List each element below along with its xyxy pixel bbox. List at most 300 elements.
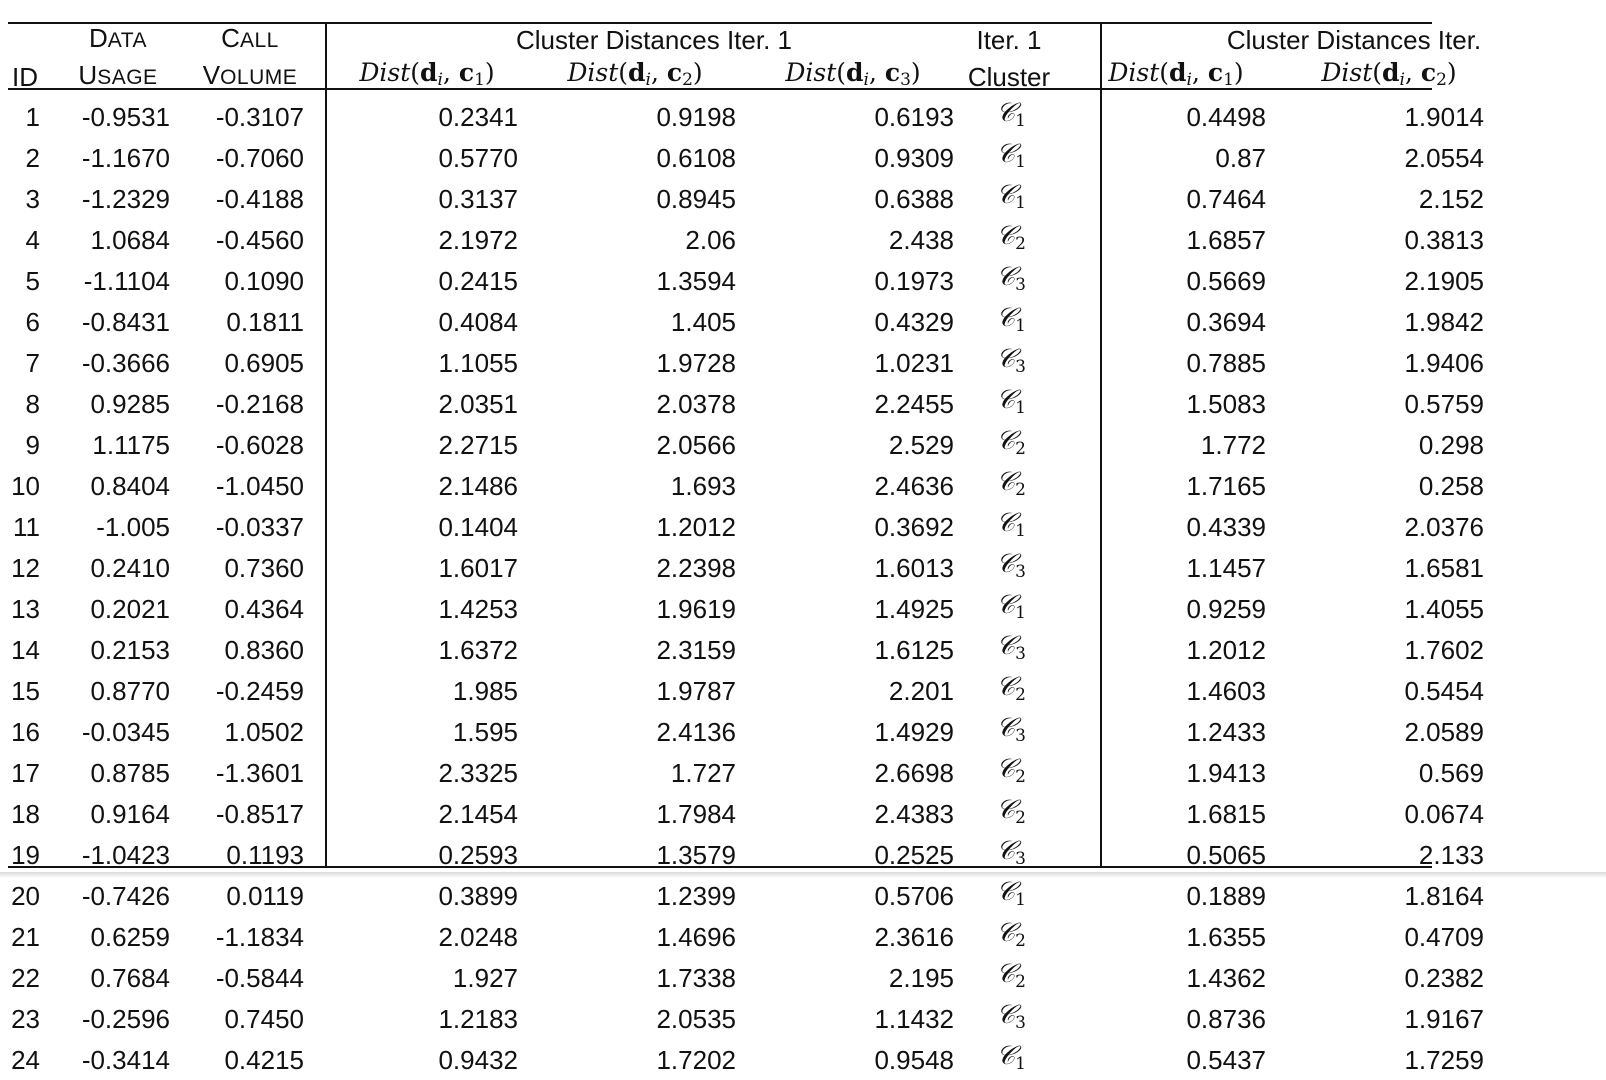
cell-dist-c2: 0.8945	[656, 183, 736, 214]
cluster-letter: 𝒞	[996, 959, 1016, 989]
cell-id: 7	[25, 347, 40, 378]
cell-dist-c1: 0.9432	[438, 1044, 518, 1075]
cell-data-usage: -0.0345	[81, 716, 170, 747]
cell-data-usage: -1.1670	[81, 142, 170, 173]
cell-dist-c1-iter2: 0.7885	[1186, 347, 1266, 378]
cell-dist-c1-iter2: 1.5083	[1186, 388, 1266, 419]
table-row	[8, 424, 1492, 465]
cell-data-usage: -0.3414	[81, 1044, 170, 1075]
cell-dist-c1: 2.1972	[438, 224, 518, 255]
header-row-top	[8, 22, 1492, 57]
cell-dist-c2: 1.7338	[656, 962, 736, 993]
cell-dist-c1: 2.1486	[438, 470, 518, 501]
table-body	[8, 96, 1492, 1080]
cell-dist-c2-iter2: 2.1905	[1404, 265, 1484, 296]
cluster-letter: 𝒞	[996, 836, 1016, 866]
cell-iter1-cluster	[962, 875, 1056, 916]
cell-dist-c3: 1.0231	[874, 347, 954, 378]
cell-dist-c1-iter2: 1.772	[1200, 429, 1266, 460]
cell-iter1-cluster	[962, 752, 1056, 793]
cell-id: 19	[11, 839, 40, 870]
header-iter1-cluster-bottom: Cluster	[967, 61, 1051, 92]
cell-iter1-cluster	[962, 834, 1056, 875]
header-dist-d-c3: $Dist(d_i$, $c_3$)	[785, 58, 921, 90]
cell-dist-c1-iter2: 0.3694	[1186, 306, 1266, 337]
cell-dist-c1-iter2: 1.4362	[1186, 962, 1266, 993]
cluster-symbol	[996, 139, 1026, 172]
cell-dist-c1-iter2: 0.5065	[1186, 839, 1266, 870]
cluster-index: 3	[1015, 562, 1026, 582]
cell-dist-c1: 1.4253	[438, 593, 518, 624]
cluster-symbol	[996, 672, 1026, 705]
cell-call-volume: -0.8517	[215, 798, 304, 829]
cell-id: 4	[25, 224, 40, 255]
cell-dist-c3: 1.4929	[874, 716, 954, 747]
cell-dist-c2: 1.405	[670, 306, 736, 337]
cell-dist-c3: 0.6388	[874, 183, 954, 214]
cluster-letter: 𝒞	[996, 344, 1016, 374]
cell-dist-c3: 2.6698	[874, 757, 954, 788]
cluster-symbol	[996, 221, 1026, 254]
header-group-iter1: Cluster Distances Iter. 1	[516, 24, 792, 55]
cell-dist-c3: 0.4329	[874, 306, 954, 337]
cell-dist-c1: 0.3899	[438, 880, 518, 911]
cell-dist-c2-iter2: 0.4709	[1404, 921, 1484, 952]
cell-dist-c1-iter2: 0.9259	[1186, 593, 1266, 624]
cell-call-volume: 1.0502	[224, 716, 304, 747]
cell-dist-c2: 1.9619	[656, 593, 736, 624]
cluster-symbol	[996, 836, 1026, 869]
table-row	[8, 301, 1492, 342]
cell-iter1-cluster	[962, 916, 1056, 957]
cell-dist-c1: 0.2593	[438, 839, 518, 870]
cell-dist-c1: 0.2341	[438, 101, 518, 132]
cell-id: 10	[11, 470, 40, 501]
cell-dist-c3: 0.3692	[874, 511, 954, 542]
cell-dist-c3: 2.2455	[874, 388, 954, 419]
cell-data-usage: -1.2329	[81, 183, 170, 214]
cluster-symbol	[996, 1041, 1026, 1074]
cell-dist-c2-iter2: 1.6581	[1404, 552, 1484, 583]
cell-dist-c3: 2.201	[888, 675, 954, 706]
header-group-iter2: Cluster Distances Iter.	[1226, 24, 1482, 55]
cell-iter1-cluster	[962, 547, 1056, 588]
cluster-symbol	[996, 1000, 1026, 1033]
cell-id: 23	[11, 1003, 40, 1034]
cell-dist-c3: 2.438	[888, 224, 954, 255]
table-row	[8, 752, 1492, 793]
cluster-symbol	[996, 877, 1026, 910]
cell-data-usage: -0.3666	[81, 347, 170, 378]
cell-data-usage: 0.7684	[90, 962, 170, 993]
cell-dist-c3: 0.9548	[874, 1044, 954, 1075]
cell-data-usage: 0.2410	[90, 552, 170, 583]
cell-dist-c1: 1.6017	[438, 552, 518, 583]
cell-dist-c2: 2.06	[685, 224, 736, 255]
cell-dist-c1-iter2: 1.6857	[1186, 224, 1266, 255]
cell-id: 21	[11, 921, 40, 952]
cluster-symbol	[996, 98, 1026, 131]
cluster-index: 1	[1015, 152, 1026, 172]
cell-id: 6	[25, 306, 40, 337]
cluster-letter: 𝒞	[996, 180, 1016, 210]
cell-dist-c1: 2.3325	[438, 757, 518, 788]
cell-id: 20	[11, 880, 40, 911]
table-row	[8, 137, 1492, 178]
cell-dist-c2: 2.0378	[656, 388, 736, 419]
cell-dist-c3: 0.9309	[874, 142, 954, 173]
cluster-letter: 𝒞	[996, 754, 1016, 784]
cell-dist-c2: 1.727	[670, 757, 736, 788]
cell-dist-c1-iter2: 1.2012	[1186, 634, 1266, 665]
cell-call-volume: 0.4364	[224, 593, 304, 624]
cell-dist-c2-iter2: 2.152	[1418, 183, 1484, 214]
cell-dist-c1-iter2: 1.6355	[1186, 921, 1266, 952]
cell-call-volume: 0.1193	[226, 839, 304, 870]
cell-dist-c3: 0.5706	[874, 880, 954, 911]
cell-id: 2	[25, 142, 40, 173]
cell-dist-c2: 1.3594	[656, 265, 736, 296]
cluster-index: 1	[1015, 316, 1026, 336]
cell-call-volume: -1.0450	[215, 470, 304, 501]
cell-data-usage: 0.2021	[90, 593, 170, 624]
cell-call-volume: -0.5844	[215, 962, 304, 993]
cell-dist-c1-iter2: 1.9413	[1186, 757, 1266, 788]
cell-dist-c2-iter2: 0.0674	[1404, 798, 1484, 829]
table-row	[8, 342, 1492, 383]
cell-iter1-cluster	[962, 383, 1056, 424]
cell-dist-c1: 1.6372	[438, 634, 518, 665]
cluster-letter: 𝒞	[996, 508, 1016, 538]
cell-dist-c2-iter2: 1.9167	[1404, 1003, 1484, 1034]
cell-id: 3	[25, 183, 40, 214]
cell-data-usage: -1.0423	[81, 839, 170, 870]
cell-dist-c3: 2.529	[888, 429, 954, 460]
cell-call-volume: -0.3107	[215, 101, 304, 132]
table-row	[8, 383, 1492, 424]
cell-data-usage: 0.8785	[90, 757, 170, 788]
table-row	[8, 506, 1492, 547]
cell-dist-c2-iter2: 1.9014	[1404, 101, 1484, 132]
cell-id: 24	[11, 1044, 40, 1075]
cell-data-usage: -0.8431	[81, 306, 170, 337]
cell-id: 13	[11, 593, 40, 624]
cell-dist-c1-iter2: 1.6815	[1186, 798, 1266, 829]
cluster-letter: 𝒞	[996, 426, 1016, 456]
cell-dist-c2-iter2: 0.2382	[1404, 962, 1484, 993]
cell-dist-c3: 1.6013	[874, 552, 954, 583]
cell-id: 8	[25, 388, 40, 419]
cluster-index: 1	[1015, 1054, 1026, 1074]
cell-iter1-cluster	[962, 465, 1056, 506]
cell-dist-c3: 1.4925	[874, 593, 954, 624]
cell-dist-c2-iter2: 0.569	[1418, 757, 1484, 788]
cluster-index: 2	[1015, 234, 1026, 254]
cluster-letter: 𝒞	[996, 631, 1016, 661]
cell-dist-c2-iter2: 1.4055	[1404, 593, 1484, 624]
cluster-index: 1	[1015, 890, 1026, 910]
cell-iter1-cluster	[962, 998, 1056, 1039]
cluster-letter: 𝒞	[996, 467, 1016, 497]
cluster-index: 2	[1015, 972, 1026, 992]
cluster-index: 3	[1015, 357, 1026, 377]
cluster-symbol	[996, 385, 1026, 418]
cell-id: 1	[25, 101, 40, 132]
table-row	[8, 588, 1492, 629]
header-data-top-rest: ATA	[107, 29, 147, 52]
cell-iter1-cluster	[962, 96, 1056, 137]
cluster-symbol	[996, 754, 1026, 787]
cell-dist-c1-iter2: 0.5437	[1186, 1044, 1266, 1075]
table-row	[8, 670, 1492, 711]
cell-id: 9	[25, 429, 40, 460]
cell-iter1-cluster	[962, 301, 1056, 342]
cluster-letter: 𝒞	[996, 221, 1016, 251]
cluster-index: 3	[1015, 644, 1026, 664]
cluster-letter: 𝒞	[996, 303, 1016, 333]
cell-dist-c2: 2.0566	[656, 429, 736, 460]
cluster-index: 1	[1015, 193, 1026, 213]
cluster-letter: 𝒞	[996, 713, 1016, 743]
cluster-letter: 𝒞	[996, 549, 1016, 579]
cell-dist-c1-iter2: 0.4498	[1186, 101, 1266, 132]
cell-id: 14	[11, 634, 40, 665]
header-id-blank	[8, 22, 46, 57]
cell-dist-c3: 2.4636	[874, 470, 954, 501]
cell-data-usage: 1.1175	[92, 429, 170, 460]
cluster-index: 2	[1015, 439, 1026, 459]
cell-dist-c2: 2.4136	[656, 716, 736, 747]
header-call-volume-top: CALL	[221, 23, 279, 53]
cell-id: 16	[11, 716, 40, 747]
cluster-letter: 𝒞	[996, 98, 1016, 128]
cluster-index: 2	[1015, 685, 1026, 705]
cell-dist-c2: 2.0535	[656, 1003, 736, 1034]
cell-dist-c2-iter2: 1.9842	[1404, 306, 1484, 337]
cluster-symbol	[996, 795, 1026, 828]
cell-iter1-cluster	[962, 629, 1056, 670]
cell-dist-c3: 1.1432	[874, 1003, 954, 1034]
cell-call-volume: 0.7360	[224, 552, 304, 583]
cell-data-usage: 0.9164	[90, 798, 170, 829]
cluster-symbol	[996, 344, 1026, 377]
cell-call-volume: -0.2168	[215, 388, 304, 419]
cluster-index: 1	[1015, 111, 1026, 131]
cluster-letter: 𝒞	[996, 672, 1016, 702]
cell-id: 17	[11, 757, 40, 788]
header-data-usage-top: DATA	[88, 23, 147, 53]
cell-dist-c1-iter2: 0.5669	[1186, 265, 1266, 296]
cluster-symbol	[996, 508, 1026, 541]
cluster-symbol	[996, 590, 1026, 623]
cluster-index: 1	[1015, 521, 1026, 541]
cell-dist-c2-iter2: 0.3813	[1404, 224, 1484, 255]
cell-dist-c1-iter2: 1.1457	[1186, 552, 1266, 583]
cell-dist-c1: 1.1055	[438, 347, 518, 378]
cell-dist-c3: 0.1973	[874, 265, 954, 296]
cell-dist-c2-iter2: 2.133	[1418, 839, 1484, 870]
cell-dist-c1: 1.927	[452, 962, 518, 993]
cell-dist-c1-iter2: 1.7165	[1186, 470, 1266, 501]
cell-dist-c2-iter2: 0.5454	[1404, 675, 1484, 706]
cell-dist-c1: 1.985	[452, 675, 518, 706]
table-row	[8, 96, 1492, 137]
cell-dist-c2-iter2: 0.298	[1418, 429, 1484, 460]
cell-dist-c2-iter2: 0.258	[1418, 470, 1484, 501]
cell-dist-c3: 1.6125	[874, 634, 954, 665]
header-dist-d-c2-iter2: $Dist(d_i$, $c_2$)	[1321, 58, 1457, 90]
header-call-volume-bottom: VOLUME	[202, 60, 298, 90]
cell-dist-c1-iter2: 0.4339	[1186, 511, 1266, 542]
cell-iter1-cluster	[962, 793, 1056, 834]
cell-call-volume: 0.4215	[224, 1044, 304, 1075]
cell-dist-c2: 1.7202	[656, 1044, 736, 1075]
cell-call-volume: -0.2459	[215, 675, 304, 706]
cell-iter1-cluster	[962, 588, 1056, 629]
cell-dist-c2: 1.4696	[656, 921, 736, 952]
cell-dist-c1: 0.2415	[438, 265, 518, 296]
cell-dist-c2: 1.3579	[656, 839, 736, 870]
cell-dist-c1: 0.3137	[438, 183, 518, 214]
cell-dist-c3: 2.195	[888, 962, 954, 993]
cell-call-volume: 0.0119	[226, 880, 304, 911]
cell-dist-c2-iter2: 1.7602	[1404, 634, 1484, 665]
table-row	[8, 1039, 1492, 1080]
cell-dist-c2-iter2: 2.0376	[1404, 511, 1484, 542]
cell-id: 11	[13, 511, 40, 542]
cluster-letter: 𝒞	[996, 918, 1016, 948]
cell-dist-c3: 2.4383	[874, 798, 954, 829]
cluster-letter: 𝒞	[996, 385, 1016, 415]
cell-dist-c1-iter2: 0.8736	[1186, 1003, 1266, 1034]
cluster-letter: 𝒞	[996, 795, 1016, 825]
cluster-letter: 𝒞	[996, 1041, 1016, 1071]
cell-data-usage: 0.6259	[90, 921, 170, 952]
cell-call-volume: -0.4188	[215, 183, 304, 214]
cell-iter1-cluster	[962, 670, 1056, 711]
cell-dist-c2: 1.9787	[656, 675, 736, 706]
cell-iter1-cluster	[962, 219, 1056, 260]
cell-iter1-cluster	[962, 957, 1056, 998]
cell-dist-c2: 0.9198	[656, 101, 736, 132]
cell-data-usage: 0.9285	[90, 388, 170, 419]
header-data-usage-bottom: USAGE	[78, 60, 158, 90]
cluster-index: 2	[1015, 931, 1026, 951]
cell-dist-c1: 0.5770	[438, 142, 518, 173]
cell-dist-c3: 0.6193	[874, 101, 954, 132]
cluster-symbol	[996, 303, 1026, 336]
cell-iter1-cluster	[962, 137, 1056, 178]
header-dist-d-c1: $Dist(d_i$, $c_1$)	[359, 58, 495, 90]
cell-iter1-cluster	[962, 506, 1056, 547]
cell-data-usage: -1.005	[96, 511, 170, 542]
table-row	[8, 711, 1492, 752]
cell-dist-c1-iter2: 0.87	[1215, 142, 1266, 173]
cell-dist-c2: 2.3159	[656, 634, 736, 665]
cell-dist-c2: 1.2399	[656, 880, 736, 911]
cell-iter1-cluster	[962, 424, 1056, 465]
cluster-symbol	[996, 262, 1026, 295]
cell-data-usage: -1.1104	[83, 265, 170, 296]
cell-call-volume: -0.4560	[215, 224, 304, 255]
cell-dist-c2-iter2: 1.8164	[1404, 880, 1484, 911]
cell-id: 18	[11, 798, 40, 829]
cell-dist-c3: 2.3616	[874, 921, 954, 952]
cell-dist-c2-iter2: 0.5759	[1404, 388, 1484, 419]
cluster-symbol	[996, 180, 1026, 213]
cell-dist-c2-iter2: 2.0554	[1404, 142, 1484, 173]
cell-id: 12	[11, 552, 40, 583]
cell-call-volume: 0.6905	[224, 347, 304, 378]
cell-call-volume: 0.8360	[224, 634, 304, 665]
cell-data-usage: -0.9531	[81, 101, 170, 132]
cell-iter1-cluster	[962, 260, 1056, 301]
table-row	[8, 260, 1492, 301]
cluster-index: 2	[1015, 808, 1026, 828]
cluster-index: 2	[1015, 480, 1026, 500]
table-row	[8, 793, 1492, 834]
header-iter1-cluster-top: Iter. 1	[976, 24, 1042, 55]
cell-dist-c2-iter2: 2.0589	[1404, 716, 1484, 747]
cell-call-volume: 0.1090	[224, 265, 304, 296]
cell-data-usage: 0.8770	[90, 675, 170, 706]
cluster-letter: 𝒞	[996, 262, 1016, 292]
cell-dist-c1: 2.0351	[438, 388, 518, 419]
cell-dist-c2: 2.2398	[656, 552, 736, 583]
cell-call-volume: -1.1834	[215, 921, 304, 952]
cell-iter1-cluster	[962, 178, 1056, 219]
cluster-symbol	[996, 549, 1026, 582]
cluster-symbol	[996, 959, 1026, 992]
cell-dist-c1-iter2: 0.1889	[1186, 880, 1266, 911]
cluster-index: 2	[1015, 767, 1026, 787]
cell-dist-c2: 0.6108	[656, 142, 736, 173]
table-row	[8, 465, 1492, 506]
cell-iter1-cluster	[962, 1039, 1056, 1080]
header-dist-d-c1-iter2: $Dist(d_i$, $c_1$)	[1108, 58, 1244, 90]
table-row	[8, 875, 1492, 916]
cell-id: 5	[25, 265, 40, 296]
cell-dist-c2: 1.7984	[656, 798, 736, 829]
cluster-index: 3	[1015, 726, 1026, 746]
table-row	[8, 547, 1492, 588]
table-row	[8, 178, 1492, 219]
cell-call-volume: -0.7060	[215, 142, 304, 173]
cluster-index: 3	[1015, 275, 1026, 295]
cluster-index: 3	[1015, 1013, 1026, 1033]
table-row	[8, 957, 1492, 998]
cell-call-volume: 0.1811	[226, 306, 304, 337]
cell-data-usage: 0.2153	[90, 634, 170, 665]
cell-dist-c1-iter2: 1.2433	[1186, 716, 1266, 747]
cell-data-usage: 0.8404	[90, 470, 170, 501]
cell-dist-c2-iter2: 1.7259	[1404, 1044, 1484, 1075]
cluster-letter: 𝒞	[996, 1000, 1016, 1030]
table-row	[8, 629, 1492, 670]
cell-dist-c2: 1.693	[670, 470, 736, 501]
cell-dist-c1: 1.2183	[438, 1003, 518, 1034]
header-row-bottom	[8, 57, 1492, 96]
cluster-letter: 𝒞	[996, 139, 1016, 169]
cell-dist-c1: 2.2715	[438, 429, 518, 460]
cluster-symbol	[996, 713, 1026, 746]
cell-call-volume: -1.3601	[215, 757, 304, 788]
cell-dist-c2: 1.9728	[656, 347, 736, 378]
cell-data-usage: -0.2596	[81, 1003, 170, 1034]
cluster-symbol	[996, 631, 1026, 664]
cell-dist-c1: 2.1454	[438, 798, 518, 829]
cell-id: 15	[11, 675, 40, 706]
